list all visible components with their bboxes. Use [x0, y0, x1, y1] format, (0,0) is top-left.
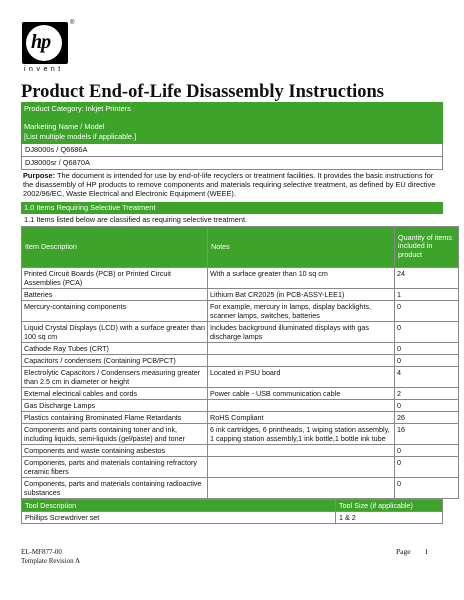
item-notes — [208, 477, 395, 498]
table-row — [22, 423, 459, 444]
table-row — [22, 477, 459, 498]
item-description: Batteries — [22, 288, 208, 300]
category-block — [21, 102, 443, 144]
logo-tagline: invent — [24, 66, 64, 73]
item-notes: RoHS Compliant — [208, 411, 395, 423]
item-notes: Lithium Bat CR2025 (in PCB-ASSY-LEE1) — [208, 288, 395, 300]
item-description: Gas Discharge Lamps — [22, 399, 208, 411]
footer-document-info — [21, 548, 80, 566]
item-quantity: 0 — [395, 321, 459, 342]
table-row — [22, 288, 459, 300]
tool-description: Phillips Screwdriver set — [22, 511, 336, 523]
table-row — [22, 354, 459, 366]
table-row — [22, 411, 459, 423]
item-quantity: 4 — [395, 366, 459, 387]
table-row — [22, 399, 459, 411]
table-row — [22, 444, 459, 456]
item-notes: With a surface greater than 10 sq cm — [208, 267, 395, 288]
table-row — [22, 511, 443, 523]
table-row — [22, 456, 459, 477]
table-row — [22, 321, 459, 342]
item-description: Plastics containing Brominated Flame Retardants — [22, 411, 208, 423]
item-notes — [208, 399, 395, 411]
model-row: DJ8000s / Q6686A — [21, 144, 443, 157]
page-title: Product End-of-Life Disassembly Instructions — [21, 82, 384, 102]
tools-header-row — [22, 499, 443, 511]
item-notes: Located in PSU board — [208, 366, 395, 387]
header-notes: Notes — [208, 226, 395, 267]
page-indicator — [396, 547, 428, 556]
item-notes — [208, 444, 395, 456]
hp-logo-mark: hp — [31, 31, 51, 53]
multiple-models-note: [List multiple models if applicable.] — [24, 132, 137, 141]
item-quantity: 0 — [395, 444, 459, 456]
registered-mark: ® — [70, 20, 75, 26]
model-row: DJ8000sr / Q6870A — [21, 157, 443, 170]
item-notes: Power cable - USB communication cable — [208, 387, 395, 399]
purpose-text: The document is intended for use by end-of-life recyclers or treatment facilities. It provides the basic instructions for the disassembly of HP products to remove components and materials requiring selective treatment, as defined by EU directive 2002/96/EC, Waste Electrical and Electronic Equipment (WEEE). — [23, 171, 436, 199]
item-notes — [208, 342, 395, 354]
item-quantity: 2 — [395, 387, 459, 399]
header-tool-size: Tool Size (if applicable) — [336, 499, 443, 511]
item-description: Printed Circuit Boards (PCB) or Printed Circuit Assemblies (PCA) — [22, 267, 208, 288]
item-notes: Includes background illuminated displays with gas discharge lamps — [208, 321, 395, 342]
item-description: Components, parts and materials containing radioactive substances — [22, 477, 208, 498]
item-quantity: 0 — [395, 477, 459, 498]
table-row — [22, 267, 459, 288]
section-heading: 1.0 Items Requiring Selective Treatment — [21, 202, 443, 214]
header-tool-description: Tool Description — [22, 499, 336, 511]
item-quantity: 24 — [395, 267, 459, 288]
item-notes — [208, 456, 395, 477]
template-revision: Template Revision A — [21, 557, 81, 565]
item-description: External electrical cables and cords — [22, 387, 208, 399]
item-description: Cathode Ray Tubes (CRT) — [22, 342, 208, 354]
section-note: 1.1 Items listed below are classified as requiring selective treatment. — [24, 214, 248, 224]
product-category: Product Category: Inkjet Printers — [24, 104, 131, 113]
item-quantity: 0 — [395, 300, 459, 321]
tool-size: 1 & 2 — [336, 511, 443, 523]
document-id: EL-MF877-00 — [21, 548, 62, 556]
tools-table — [21, 499, 443, 524]
item-quantity: 0 — [395, 342, 459, 354]
item-description: Mercury-containing components — [22, 300, 208, 321]
item-quantity: 1 — [395, 288, 459, 300]
table-row — [22, 342, 459, 354]
table-row — [22, 300, 459, 321]
page-label: Page — [396, 547, 411, 556]
document-body — [21, 102, 452, 524]
header-quantity: Quantity of items included in product — [395, 226, 459, 267]
page-number: 1 — [424, 547, 429, 556]
item-quantity: 0 — [395, 354, 459, 366]
item-notes: 6 ink cartridges, 6 printheads, 1 wiping station assembly, 1 capping station assembly,1 ink bottle,1 bottle ink tube — [208, 423, 395, 444]
item-description: Components and waste containing asbestos — [22, 444, 208, 456]
item-description: Electrolytic Capacitors / Condensers measuring greater than 2.5 cm in diameter or height — [22, 366, 208, 387]
selective-treatment-table — [21, 226, 459, 499]
item-description: Liquid Crystal Displays (LCD) with a surface greater than 100 sq cm — [22, 321, 208, 342]
table-header-row — [22, 226, 459, 267]
purpose-paragraph — [21, 170, 443, 202]
header-item-description: Item Description — [22, 226, 208, 267]
item-quantity: 26 — [395, 411, 459, 423]
item-notes: For example, mercury in lamps, display backlights, scanner lamps, switches, batteries — [208, 300, 395, 321]
marketing-name-label: Marketing Name / Model — [24, 122, 105, 131]
purpose-label: Purpose: — [23, 171, 56, 180]
item-description: Components and parts containing toner and ink, including liquids, semi-liquids (gel/paste) and toner — [22, 423, 208, 444]
item-notes — [208, 354, 395, 366]
item-quantity: 0 — [395, 399, 459, 411]
table-row — [22, 387, 459, 399]
item-quantity: 16 — [395, 423, 459, 444]
item-description: Components, parts and materials containing refractory ceramic fibers — [22, 456, 208, 477]
hp-logo — [22, 20, 75, 66]
table-row — [22, 366, 459, 387]
item-description: Capacitors / condensers (Containing PCB/PCT) — [22, 354, 208, 366]
item-quantity: 0 — [395, 456, 459, 477]
